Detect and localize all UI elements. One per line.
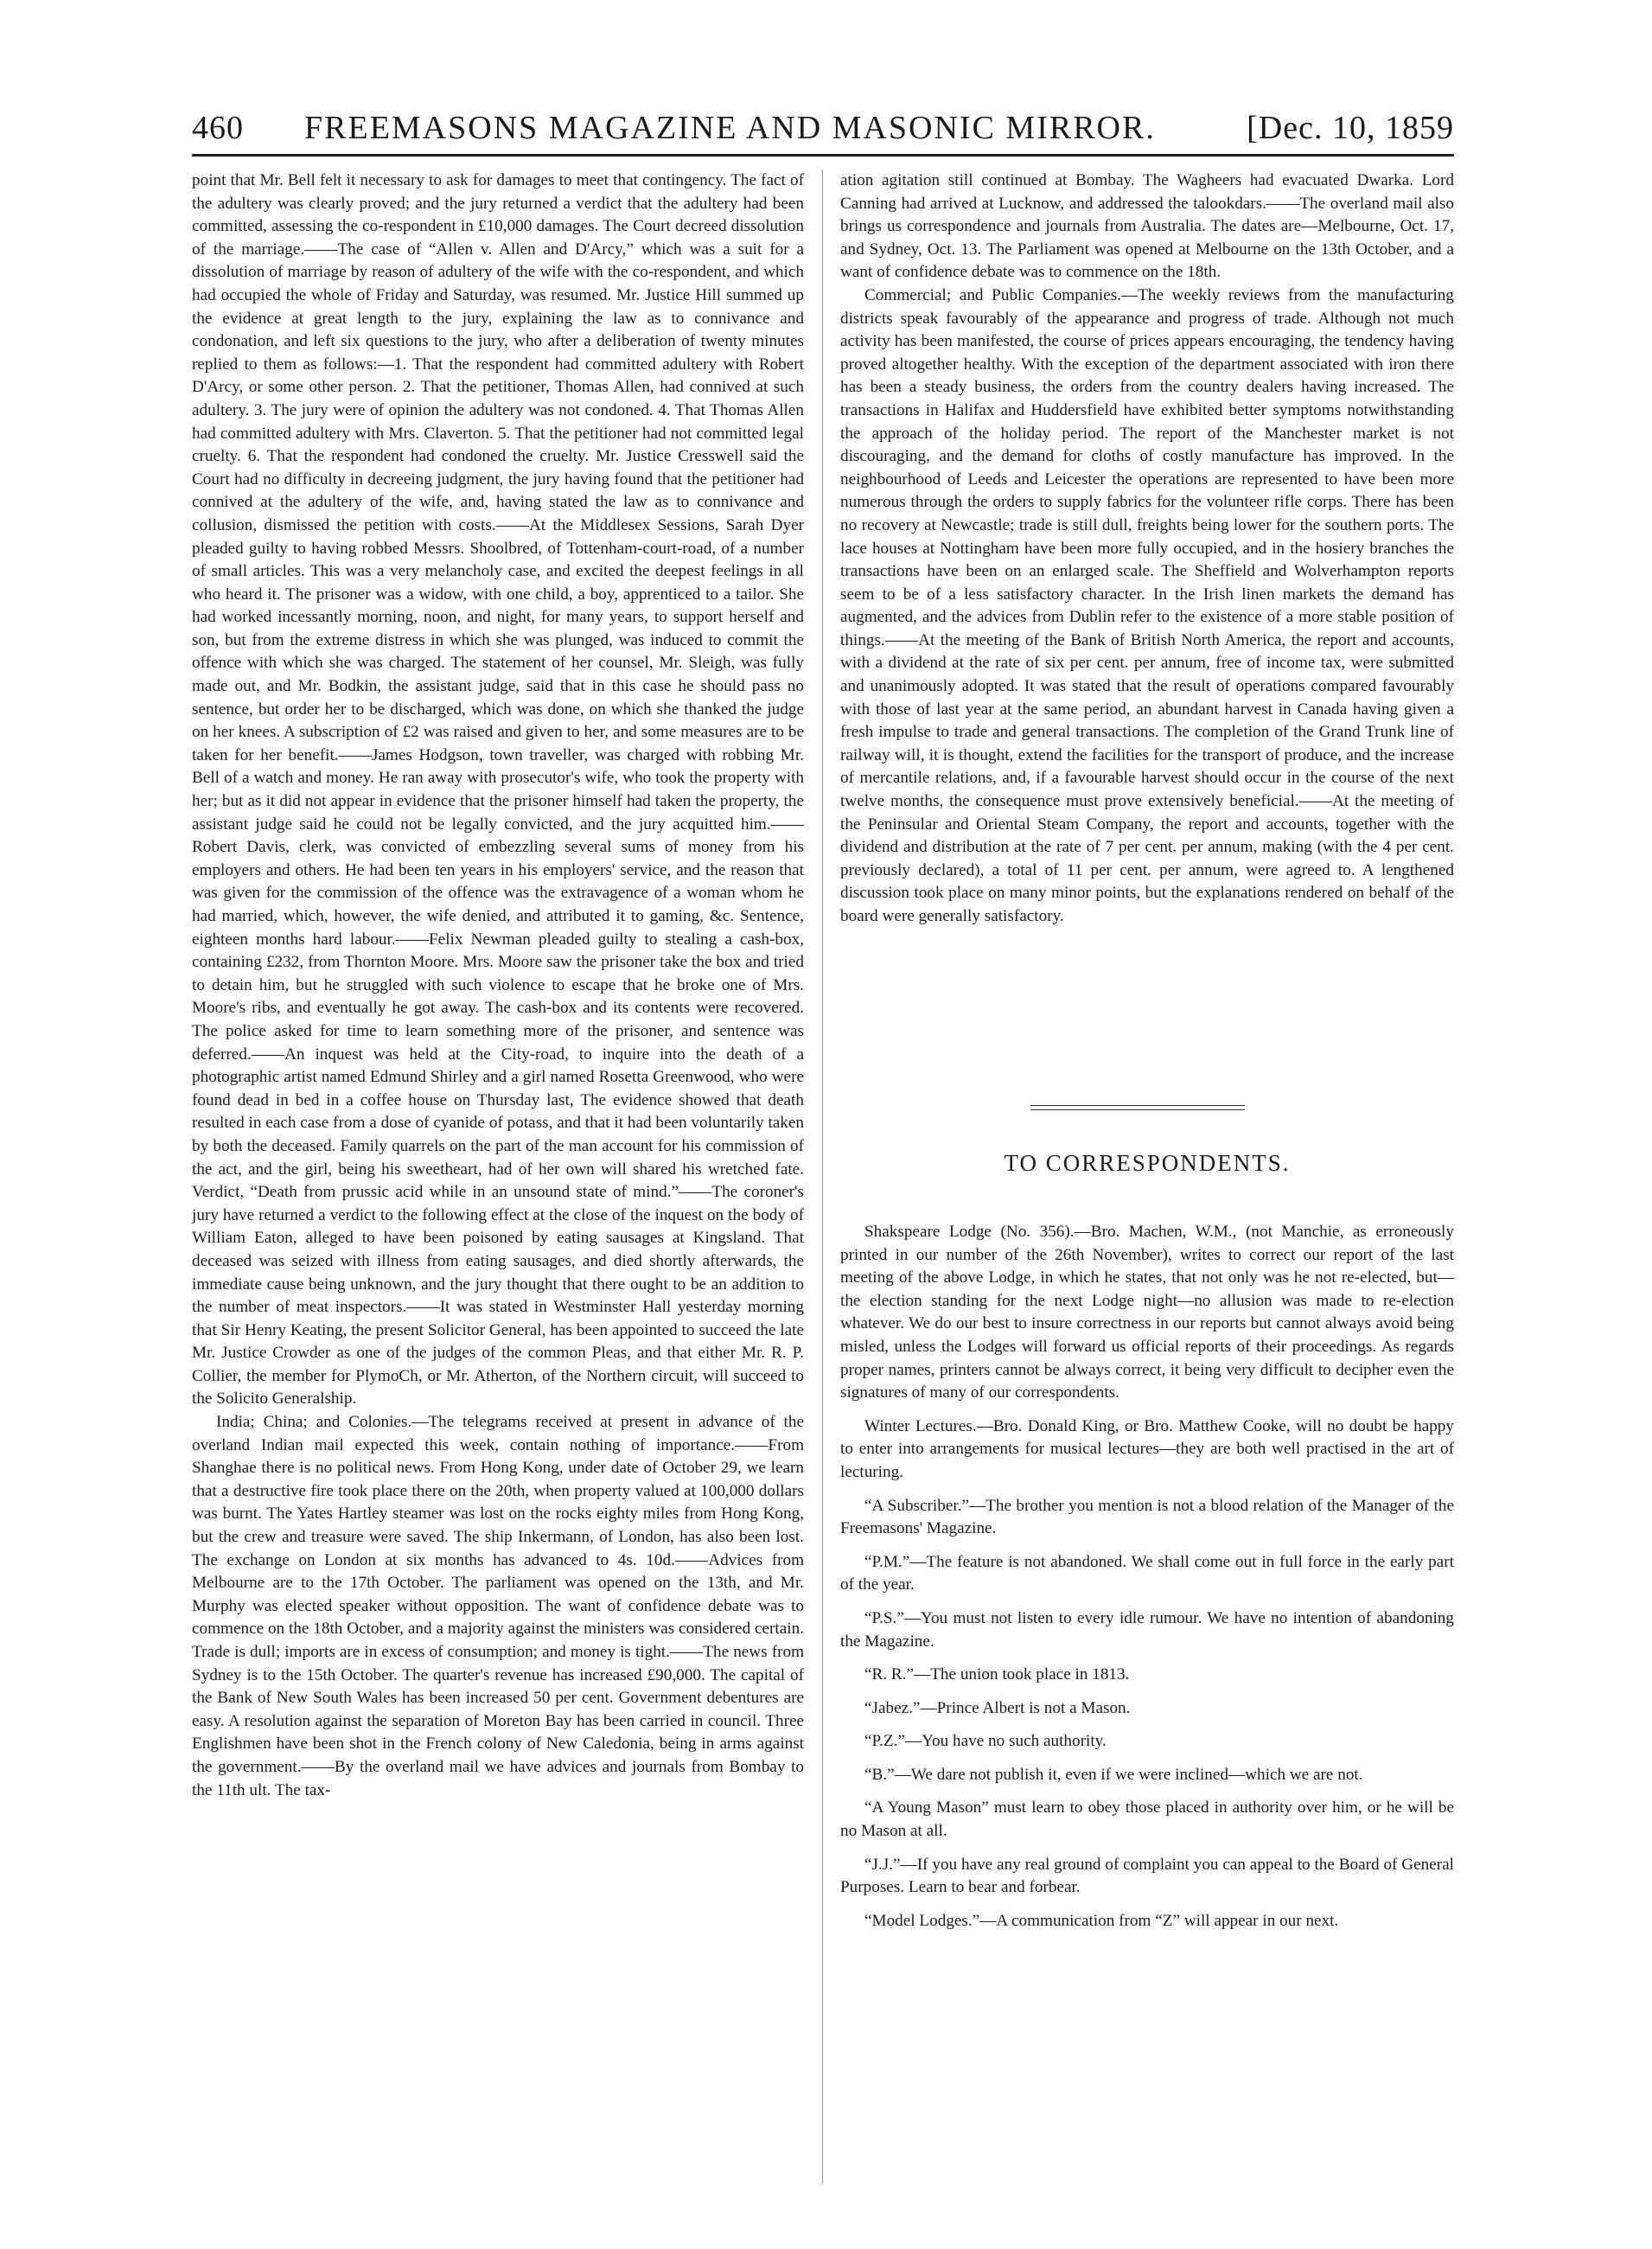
correspondent-note: “A Young Mason” must learn to obey those placed in authority over him, or he will be no Mason at all.	[840, 1799, 1454, 1841]
page-number: 460	[192, 110, 244, 146]
correspondent-note: “Model Lodges.”—A communication from “Z” will appear in our next.	[864, 1911, 1339, 1930]
correspondent-note: “B.”—We dare not publish it, even if we were inclined—which we are not.	[864, 1765, 1363, 1784]
correspondent-note: “P.Z.”—You have no such authority.	[864, 1732, 1107, 1751]
header-rule	[192, 154, 1454, 157]
correspondent-note: “R. R.”—The union took place in 1813.	[864, 1665, 1130, 1684]
right-column	[840, 169, 1454, 1086]
article-paragraph: Commercial; and Public Companies.—The weekly reviews from the manufacturing districts speak favourably of the appearance and progress of trade. Although not much activity has been manifested, the course of prices appears encouraging, the tendency having proved altogether healthy. With the exception of the department associated with iron there has been a steady business, the orders from the country dealers having increased. The transactions in Halifax and Huddersfield have exhibited better symptoms notwithstanding the approach of the holiday period. The report of the Manchester market is not discouraging, and the demand for cloths of costly manufacture has improved. In the neighbourhood of Leeds and Leicester the operations are represented to have been more numerous through the orders to supply fabrics for the volunteer rifle corps. There has been no recovery at Newcastle; trade is still dull, freights being lower for the southern ports. The lace houses at Nottingham have been more fully occupied, and in the hosiery branches the transactions have been on an enlarged scale. The Sheffield and Wolverhampton reports seem to be of a less satisfactory character. In the Irish linen markets the demand has augmented, and the advices from Dublin refer to the existence of a more stable position of things.——At the meeting of the Bank of British North America, the report and accounts, with a dividend at the rate of six per cent. per annum, free of income tax, were submitted and unanimously adopted. It was stated that the result of operations compared favourably with those of last year at the same period, an abundant harvest in Canada having given a fresh impulse to trade and general transactions. The completion of the Grand Trunk line of railway will, it is thought, extend the facilities for the transport of produce, and the increase of mercantile relations, and, if a favourable harvest should occur in the course of the next twelve months, the consequence must prove extensively beneficial.——At the meeting of the Peninsular and Oriental Steam Company, the report and accounts, together with the dividend and distribution at the rate of 7 per cent. per annum, making (with the 4 per cent. previously declared), a total of 11 per cent. per annum, were agreed to. A lengthened discussion took place on many minor points, but the explanations rendered on behalf of the board were generally satisfactory.	[840, 285, 1454, 925]
correspondent-note: “Jabez.”—Prince Albert is not a Mason.	[864, 1698, 1131, 1717]
column-divider	[822, 169, 823, 2184]
correspondent-note: “A Subscriber.”—The brother you mention is not a blood relation of the Manager of the Freemasons' Magazine.	[840, 1496, 1454, 1538]
correspondent-note: “P.M.”—The feature is not abandoned. We shall come out in full force in the early part of the year.	[840, 1552, 1454, 1594]
masthead-title: FREEMASONS MAGAZINE AND MASONIC MIRROR.	[304, 110, 1156, 146]
correspondent-note: “P.S.”—You must not listen to every idle rumour. We have no intention of abandoning the Magazine.	[840, 1608, 1454, 1651]
correspondents-section	[840, 1221, 1454, 2155]
correspondent-note: Winter Lectures.—Bro. Donald King, or Bro. Matthew Cooke, will no doubt be happy to enter into arrangements for musical lectures—they are both well practised in the art of lecturing.	[840, 1416, 1454, 1481]
article-paragraph: ation agitation still continued at Bombay. The Wagheers had evacuated Dwarka. Lord Canning had arrived at Lucknow, and addressed the talookdars.——The overland mail also brings us correspondence and journals from Australia. The dates are—Melbourne, Oct. 17, and Sydney, Oct. 13. The Parliament was opened at Melbourne on the 13th October, and a want of confidence debate was to commence on the 18th.	[840, 171, 1454, 282]
section-divider-rule	[1030, 1105, 1245, 1106]
article-paragraph: point that Mr. Bell felt it necessary to ask for damages to meet that contingency. The fact of the adultery was clearly proved; and the jury returned a verdict that the adultery had been committed, assessing the co-respondent in £10,000 damages. The Court decreed dissolution of the marriage.——The case of “Allen v. Allen and D'Arcy,” which was a suit for a dissolution of marriage by reason of adultery of the wife with the co-respondent, and which had occupied the whole of Friday and Saturday, was resumed. Mr. Justice Hill summed up the evidence at great length to the jury, explaining the law as to connivance and condonation, and left six questions to the jury, who after a deliberation of twenty minutes replied to them as follows:—1. That the respondent had committed adultery with Robert D'Arcy, or some other person. 2. That the petitioner, Thomas Allen, had connived at such adultery. 3. The jury were of opinion the adultery was not condoned. 4. That Thomas Allen had committed adultery with Mrs. Claverton. 5. That the petitioner had not committed legal cruelty. 6. That the respondent had condoned the cruelty. Mr. Justice Cresswell said the Court had no difficulty in decreeing judgment, the jury having found that the petitioner had connived at the adultery of the wife, and, having stated the law as to connivance and collusion, dismissed the petition with costs.——At the Middlesex Sessions, Sarah Dyer pleaded guilty to having robbed Messrs. Shoolbred, of Tottenham-court-road, of a number of small articles. This was a very melancholy case, and excited the deepest feelings in all who heard it. The prisoner was a widow, with one child, a boy, apprenticed to a tailor. She had worked incessantly morning, noon, and night, for many years, to support herself and son, but from the extreme distress in which she was plunged, was induced to commit the offence with which she was charged. The statement of her counsel, Mr. Sleigh, was fully made out, and Mr. Bodkin, the assistant judge, said that in this case he should pass no sentence, but order her to be discharged, which was done, on which she thanked the judge on her knees. A subscription of £2 was raised and given to her, and some measures are to be taken for her benefit.——James Hodgson, town traveller, was charged with robbing Mr. Bell of a watch and money. He ran away with prosecutor's wife, who took the property with her; but as it did not appear in evidence that the prisoner himself had taken the property, the assistant judge said he could not be legally convicted, and the jury acquitted him.——Robert Davis, clerk, was convicted of embezzling several sums of money from his employers and others. He had been ten years in his employers' service, and the reason that was given for the commission of the offence was the extravagence of a woman whom he had married, which, however, the wife denied, and attributed it to gaming, &c. Sentence, eighteen months hard labour.——Felix Newman pleaded guilty to stealing a cash-box, containing £232, from Thornton Moore. Mrs. Moore saw the prisoner take the box and tried to detain him, but he struggled with such violence to escape that he broke one of Mrs. Moore's ribs, and eventually he got away. The cash-box and its contents were recovered. The police asked for time to learn something more of the prisoner, and sentence was deferred.——An inquest was held at the City-road, to inquire into the death of a photographic artist named Edmund Shirley and a girl named Rosetta Greenwood, who were found dead in bed in a coffee house on Thursday last, The evidence showed that death resulted in each case from a dose of cyanide of potass, and that it had been voluntarily taken by both the deceased. Family quarrels on the part of the man account for his commission of the act, and the girl, being his sweetheart, had of her own will shared his wretched fate. Verdict, “Death from prussic acid while in an unsound state of mind.”——The coroner's jury have returned a verdict to the following effect at the close of the inquest on the body of William Eaton, alleged to have been poisoned by eating sausages at Kingsland. That deceased was seized with illness from eating sausages, and died shortly afterwards, the immediate cause being unknown, and the jury thought that there ought to be an addition to the number of meat inspectors.——It was stated in Westminster Hall yesterday morning that Sir Henry Keating, the present Solicitor General, has been appointed to succeed the late Mr. Justice Crowder as one of the judges of the common Pleas, and that either Mr. R. P. Collier, the member for PlymoCh, or Mr. Atherton, of the Northern circuit, will succeed to the Solicito Generalship.	[192, 171, 804, 1409]
article-paragraph: India; China; and Colonies.—The telegrams received at present in advance of the overland Indian mail expected this week, contain nothing of importance.——From Shanghae there is no political news. From Hong Kong, under date of October 29, we learn that a destructive fire took place there on the 20th, when property valued at 100,000 dollars was burnt. The Yates Hartley steamer was lost on the rocks eighty miles from Hong Kong, but the crew and treasure were saved. The ship Inkermann, of London, has also been lost. The exchange on London at six months has advanced to 4s. 10d.——Advices from Melbourne are to the 17th October. The parliament was opened on the 13th, and Mr. Murphy was elected speaker without opposition. The want of confidence debate was to commence on the 18th October, and a majority against the ministers was considered certain. Trade is dull; imports are in excess of consumption; and money is tight.——The news from Sydney is to the 15th October. The quarter's revenue has increased £90,000. The capital of the Bank of New South Wales has been increased 50 per cent. Government debentures are easy. A resolution against the separation of Moreton Bay has been carried in council. Three Englishmen have been shot in the French colony of New Caledonia, being in arms against the government.——By the overland mail we have advices and journals from Bombay to the 11th ult. The tax-	[192, 1413, 804, 1799]
correspondents-heading: TO CORRESPONDENTS.	[1004, 1150, 1291, 1176]
section-divider-rule	[1030, 1109, 1245, 1110]
correspondent-note: “J.J.”—If you have any real ground of complaint you can appeal to the Board of General Purposes. Learn to bear and forbear.	[840, 1855, 1454, 1897]
page-header	[192, 109, 1454, 161]
left-column	[192, 169, 804, 2184]
correspondent-note: Shakspeare Lodge (No. 356).—Bro. Machen, W.M., (not Manchie, as erroneously printed in our number of the 26th November), writes to correct our report of the last meeting of the above Lodge, in which he states, that not only was he not re-elected, but—the election standing for the next Lodge night—no allusion was made to re-election whatever. We do our best to insure correctness in our reports but cannot always avoid being misled, unless the Lodges will forward us official reports of their proceedings. As regards proper names, printers cannot be always correct, it being very difficult to decipher even the signatures of many of our correspondents.	[840, 1223, 1454, 1402]
issue-date: [Dec. 10, 1859	[1247, 110, 1454, 146]
